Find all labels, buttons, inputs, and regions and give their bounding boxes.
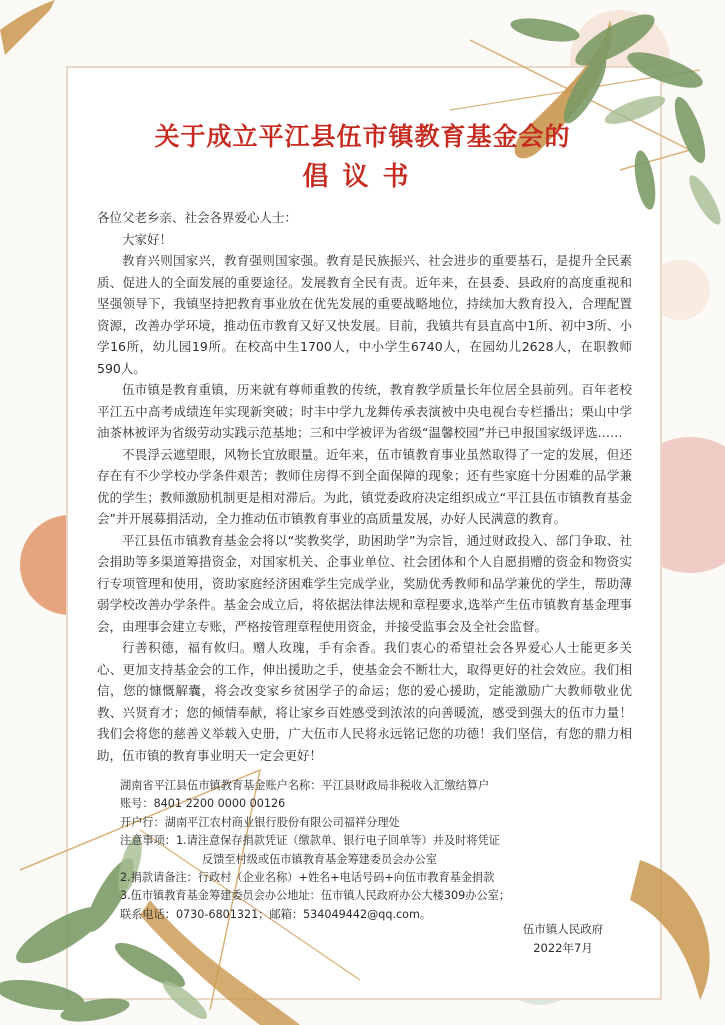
account-number: 账号：8401 2200 0000 00126 xyxy=(120,797,286,811)
signature-org: 伍市镇人民政府 xyxy=(522,922,604,936)
greeting: 大家好！ xyxy=(122,231,173,247)
note-2: 2.捐款请备注：行政村（企业名称）+姓名+电话号码+向伍市教育基金捐款 xyxy=(120,871,495,885)
paragraph-5: 行善积德，福有攸归。赠人玫瑰，手有余香。我们衷心的希望社会各界爱心人士能更多关心、更加支持基金会的工作，伸出援助之手，使基金会不断壮大，取得更好的社会效应。我们相信，您的慷慨解囊，将会改变家乡贫困学子的命运；您的爱心援助，定能激励广大教师敬业优教、兴贤育才；您的倾情奉献，将让家乡百姓感受到浓浓的向善暖流，感受到强大的伍市力量！我们会将您的慈善义举载入史册，广大伍市人民将永远铭记您的功德！我们坚信，有您的鼎力相助，伍市镇的教育事业明天一定会更好！ xyxy=(97,640,632,763)
account-info xyxy=(120,777,600,924)
signature xyxy=(508,920,618,958)
paragraph-1: 教育兴则国家兴，教育强则国家强。教育是民族振兴、社会进步的重要基石，是提升全民素质、促进人的全面发展的重要途径。发展教育全民有责。近年来，在县委、县政府的高度重视和坚强领导下，我镇坚持把教育事业放在优先发展的重要战略地位，持续加大教育投入，合理配置资源，改善办学环境，推动伍市教育又好又快发展。目前，我镇共有县直高中1所、初中3所、小学16所，幼儿园19所。在校高中生1700人，中小学生6740人，在园幼儿2628人，在职教师590人。 xyxy=(97,253,632,376)
page-title-line1: 关于成立平江县伍市镇教育基金会的 xyxy=(154,122,571,151)
paragraph-3: 不畏浮云遮望眼，风物长宜放眼量。近年来，伍市镇教育事业虽然取得了一定的发展，但还存在有不少学校办学条件艰苦；教师住房得不到全面保障的现象；还有些家庭十分困难的品学兼优的学生；教师激励机制更是相对滞后。为此，镇党委政府决定组织成立“平江县伍市镇教育基金会”并开展募捐活动，全力推动伍市镇教育事业的高质量发展，办好人民满意的教育。 xyxy=(97,446,632,526)
account-name: 湖南省平江县伍市镇教育基金账户名称：平江县财政局非税收入汇缴结算户 xyxy=(120,779,490,792)
gold-ribbon-bottom-right xyxy=(630,860,710,1000)
note-1-continued: 反馈至村级或伍市镇教育基金筹建委员会办公室 xyxy=(202,852,437,866)
salutation: 各位父老乡亲、社会各界爱心人士： xyxy=(97,210,298,225)
note-1: 注意事项：1.请注意保存捐款凭证（缴款单、银行电子回单等）并及时将凭证 xyxy=(120,834,500,848)
note-3: 3.伍市镇教育基金筹建委员会办公地址：伍市镇人民政府办公大楼309办公室； xyxy=(120,889,511,903)
paragraph-4: 平江县伍市镇教育基金会将以“奖教奖学，助困助学”为宗旨，通过财政投入、部门争取、社会捐助等多渠道筹措资金，对国家机关、企事业单位、社会团体和个人自愿捐赠的资金和物资实行专项管理和使用，资助家庭经济困难学生完成学业，奖励优秀教师和品学兼优的学生，帮助薄弱学校改善办学条件。基金会成立后，将依据法律法规和章程要求,选举产生伍市镇教育基金理事会，由理事会建立专账，严格按管理章程使用资金，并接受监事会及全社会监督。 xyxy=(97,532,632,634)
contact-line: 联系电话：0730-6801321；邮箱：534049442@qq.com。 xyxy=(120,907,432,921)
signature-date: 2022年7月 xyxy=(533,941,593,955)
account-bank: 开户行：湖南平江农村商业银行股份有限公司福祥分理处 xyxy=(120,815,400,829)
page-title-line2: 倡议书 xyxy=(302,162,423,192)
paragraph-2: 伍市镇是教育重镇，历来就有尊师重教的传统，教育教学质量长年位居全县前列。百年老校平江五中高考成绩连年实现新突破；时丰中学九龙舞传承表演被中央电视台专栏播出；栗山中学油茶林被评为省级劳动实践示范基地；三和中学被评为省级“温馨校园”并已申报国家级评选…… xyxy=(97,382,632,440)
letter-body xyxy=(97,207,632,766)
